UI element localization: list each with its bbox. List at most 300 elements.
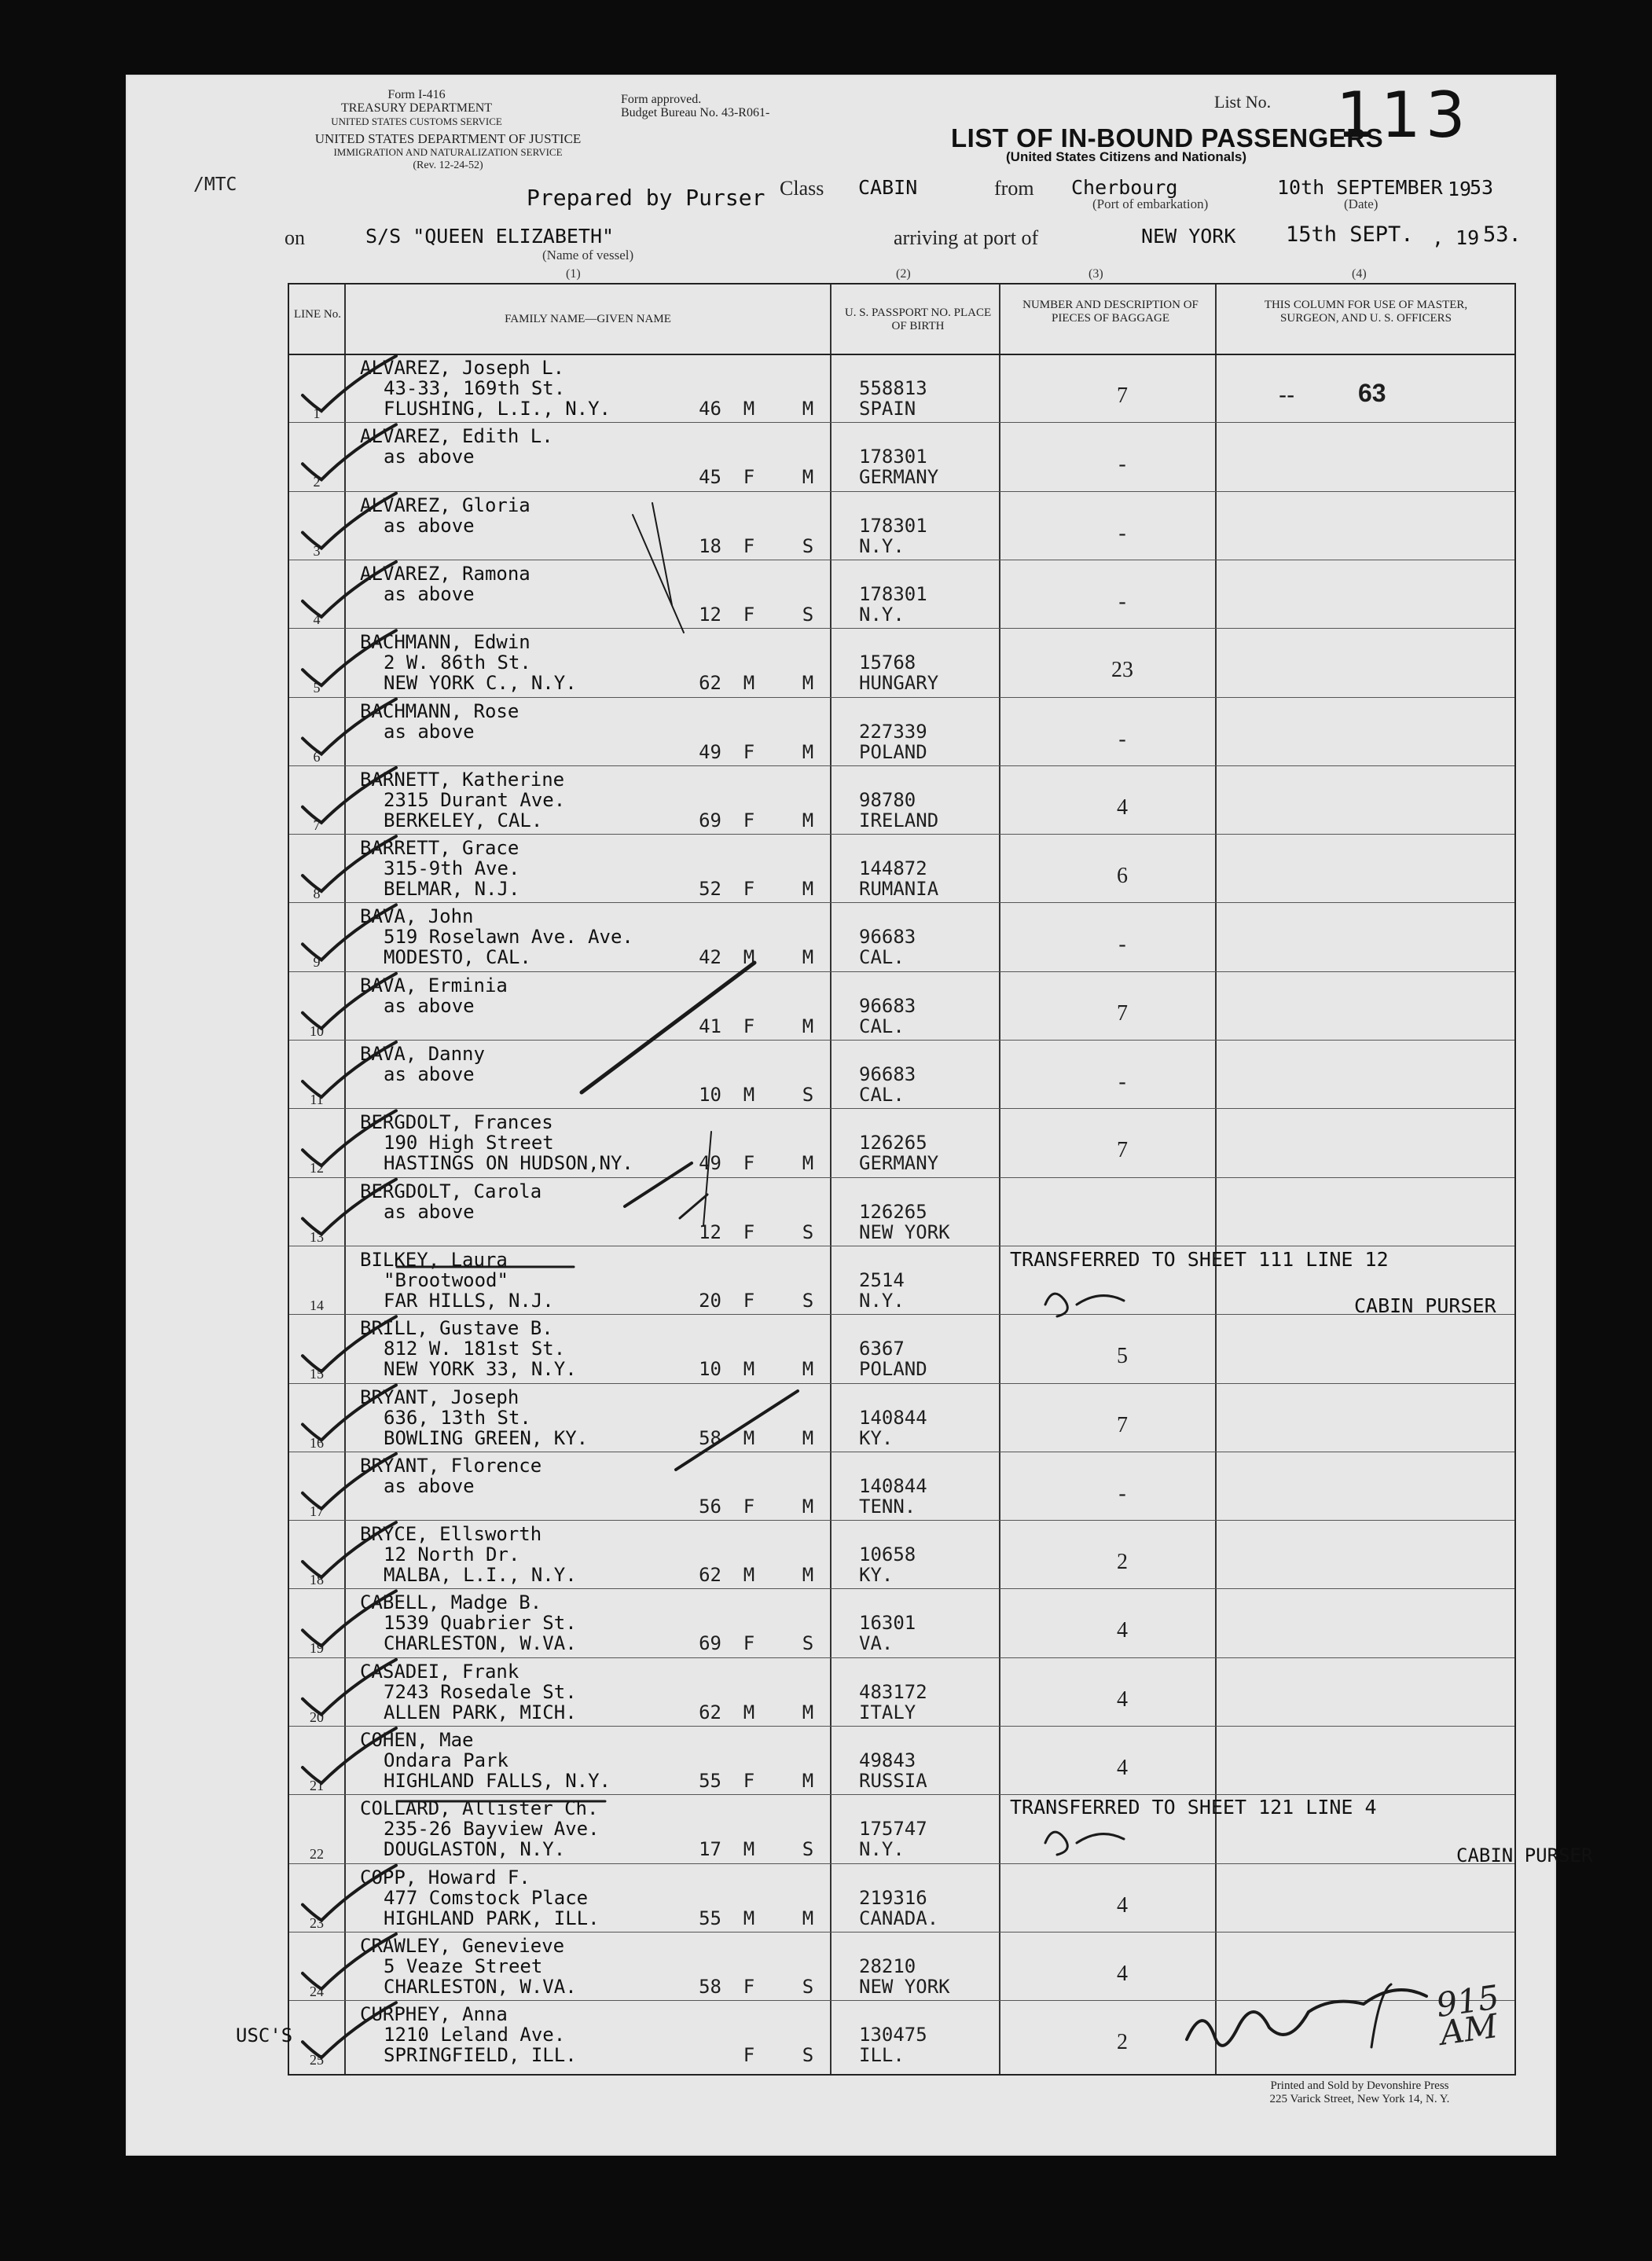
passenger-name: BAVA, Erminia bbox=[360, 974, 508, 997]
table-row bbox=[289, 628, 1514, 696]
sex: M bbox=[743, 1907, 755, 1929]
sex: F bbox=[743, 1220, 755, 1243]
transfer-note: TRANSFERRED TO SHEET 121 LINE 4 bbox=[1010, 1796, 1377, 1819]
passenger-name: BERGDOLT, Frances bbox=[360, 1111, 553, 1134]
transfer-note: TRANSFERRED TO SHEET 111 LINE 12 bbox=[1010, 1248, 1389, 1271]
table-row bbox=[289, 1177, 1514, 1246]
baggage-count: 4 bbox=[1117, 795, 1128, 820]
sex: M bbox=[743, 672, 755, 695]
marital-status: S bbox=[802, 603, 814, 626]
passport-number: 144872 bbox=[859, 857, 927, 880]
passenger-name: COHEN, Mae bbox=[360, 1729, 474, 1751]
place-of-birth: CANADA. bbox=[859, 1907, 939, 1929]
passport-number: 126265 bbox=[859, 1200, 927, 1223]
baggage-count: 7 bbox=[1117, 1138, 1128, 1163]
place-of-birth: POLAND bbox=[859, 1358, 927, 1381]
age: 17 bbox=[699, 1838, 721, 1861]
table-row bbox=[289, 422, 1514, 490]
place-of-birth: N.Y. bbox=[859, 603, 905, 626]
line-number: 12 bbox=[310, 1160, 324, 1176]
table-row bbox=[289, 902, 1514, 971]
age: 52 bbox=[699, 878, 721, 901]
marital-status: M bbox=[802, 672, 814, 695]
address-line-1: 477 Comstock Place bbox=[384, 1886, 589, 1909]
line-number: 2 bbox=[313, 474, 321, 490]
address-line-1: Ondara Park bbox=[384, 1749, 508, 1771]
place-of-birth: N.Y. bbox=[859, 1289, 905, 1312]
passport-number: 96683 bbox=[859, 994, 916, 1017]
passport-number: 178301 bbox=[859, 582, 927, 605]
place-of-birth: KY. bbox=[859, 1426, 894, 1449]
place-of-birth: VA. bbox=[859, 1632, 894, 1655]
address-line-2: ALLEN PARK, MICH. bbox=[384, 1701, 577, 1723]
departure-year-prefix: 19 bbox=[1448, 178, 1472, 200]
passport-number: 130475 bbox=[859, 2024, 927, 2046]
justice-block bbox=[283, 132, 613, 172]
passenger-name: BRYANT, Joseph bbox=[360, 1386, 519, 1408]
row-divider bbox=[289, 1863, 1514, 1864]
passport-number: 15768 bbox=[859, 652, 916, 674]
address-line-2: HIGHLAND PARK, ILL. bbox=[384, 1907, 600, 1929]
form-id: Form I-416 bbox=[387, 88, 446, 101]
address-line-2: DOUGLASTON, N.Y. bbox=[384, 1838, 566, 1861]
budget-bureau: Budget Bureau No. 43-R061- bbox=[621, 106, 770, 119]
marital-status: M bbox=[802, 1358, 814, 1381]
address-line-2: MALBA, L.I., N.Y. bbox=[384, 1564, 577, 1587]
officer-note: 63 bbox=[1358, 379, 1386, 407]
address-line-2: BOWLING GREEN, KY. bbox=[384, 1426, 589, 1449]
line-number: 4 bbox=[313, 611, 321, 627]
age: 58 bbox=[699, 1426, 721, 1449]
place-of-birth: GERMANY bbox=[859, 466, 939, 489]
passenger-name: COPP, Howard F. bbox=[360, 1866, 530, 1888]
address-line-2: BELMAR, N.J. bbox=[384, 878, 520, 901]
place-of-birth: SPAIN bbox=[859, 398, 916, 420]
passport-number: 6367 bbox=[859, 1338, 905, 1360]
address-line-1: 1539 Quabrier St. bbox=[384, 1612, 577, 1635]
passport-number: 140844 bbox=[859, 1406, 927, 1429]
place-of-birth: NEW YORK bbox=[859, 1975, 950, 1998]
justice-dept: UNITED STATES DEPARTMENT OF JUSTICE bbox=[314, 131, 582, 146]
passport-number: 10658 bbox=[859, 1543, 916, 1566]
row-divider bbox=[289, 628, 1514, 629]
age: 12 bbox=[699, 1220, 721, 1243]
line-number: 13 bbox=[310, 1228, 324, 1245]
sex: F bbox=[743, 1770, 755, 1792]
date-caption: (Date) bbox=[1344, 196, 1379, 211]
address-line-2: NEW YORK 33, N.Y. bbox=[384, 1358, 577, 1381]
line-number: 17 bbox=[310, 1503, 324, 1519]
passenger-name: ALVAREZ, Gloria bbox=[360, 494, 530, 516]
class-value: CABIN bbox=[858, 176, 918, 199]
age: 20 bbox=[699, 1289, 721, 1312]
marital-status: M bbox=[802, 1152, 814, 1175]
place-of-birth: RUMANIA bbox=[859, 878, 939, 901]
margin-code: /MTC bbox=[193, 174, 237, 195]
address-line-1: as above bbox=[384, 514, 475, 537]
passenger-name: CURPHEY, Anna bbox=[360, 2003, 508, 2026]
approval-line: Form approved. bbox=[621, 93, 702, 106]
passport-number: 96683 bbox=[859, 926, 916, 949]
arrival-year-prefix: , 19 bbox=[1432, 226, 1480, 249]
passenger-name: BRILL, Gustave B. bbox=[360, 1317, 553, 1340]
age: 41 bbox=[699, 1015, 721, 1037]
place-of-birth: KY. bbox=[859, 1564, 894, 1587]
marital-status: M bbox=[802, 1907, 814, 1929]
passport-number: 558813 bbox=[859, 377, 927, 399]
sex: M bbox=[743, 1838, 755, 1861]
passenger-name: CRAWLEY, Genevieve bbox=[360, 1934, 565, 1957]
table-row bbox=[289, 1452, 1514, 1520]
passenger-name: BAVA, John bbox=[360, 905, 474, 928]
column-number: (3) bbox=[1088, 267, 1103, 281]
baggage-count: - bbox=[1118, 589, 1126, 614]
revision: (Rev. 12-24-52) bbox=[413, 160, 483, 171]
baggage-count: 4 bbox=[1117, 1756, 1128, 1780]
address-line-1: 190 High Street bbox=[384, 1132, 554, 1154]
row-divider bbox=[289, 2000, 1514, 2001]
place-of-birth: GERMANY bbox=[859, 1152, 939, 1175]
line-number: 6 bbox=[313, 748, 321, 765]
sex: F bbox=[743, 1152, 755, 1175]
baggage-count: 7 bbox=[1117, 384, 1128, 408]
line-number: 19 bbox=[310, 1640, 324, 1657]
marital-status: M bbox=[802, 466, 814, 489]
baggage-count: - bbox=[1118, 520, 1126, 545]
age: 62 bbox=[699, 1564, 721, 1587]
baggage-count: 4 bbox=[1117, 1687, 1128, 1712]
port-embark-caption: (Port of embarkation) bbox=[1092, 196, 1209, 211]
marital-status: M bbox=[802, 740, 814, 763]
row-divider bbox=[289, 491, 1514, 492]
marital-status: M bbox=[802, 946, 814, 969]
age: 42 bbox=[699, 946, 721, 969]
sex: F bbox=[743, 2044, 755, 2067]
sex: M bbox=[743, 1701, 755, 1723]
column-number: (1) bbox=[566, 267, 581, 281]
line-number: 1 bbox=[313, 406, 321, 421]
baggage-count: - bbox=[1118, 932, 1126, 957]
age: 55 bbox=[699, 1770, 721, 1792]
table-row bbox=[289, 971, 1514, 1040]
place-of-birth: HUNGARY bbox=[859, 672, 939, 695]
address-line-1: 5 Veaze Street bbox=[384, 1955, 543, 1977]
table-row bbox=[289, 765, 1514, 834]
passport-number: 96683 bbox=[859, 1063, 916, 1085]
place-of-birth: ILL. bbox=[859, 2044, 905, 2067]
row-divider bbox=[289, 1520, 1514, 1521]
line-number: 24 bbox=[310, 1983, 324, 1999]
sex: F bbox=[743, 1015, 755, 1037]
list-no-label: List No. bbox=[1214, 92, 1272, 112]
address-line-1: as above bbox=[384, 1200, 475, 1223]
sex: F bbox=[743, 878, 755, 901]
table-row bbox=[289, 1863, 1514, 1932]
passenger-name: BRYANT, Florence bbox=[360, 1454, 542, 1477]
marital-status: M bbox=[802, 878, 814, 901]
vessel-caption: (Name of vessel) bbox=[542, 248, 634, 262]
passport-number: 28210 bbox=[859, 1955, 916, 1977]
row-divider bbox=[289, 765, 1514, 766]
column-number: (4) bbox=[1352, 267, 1367, 281]
age: 45 bbox=[699, 466, 721, 489]
line-number: 3 bbox=[313, 542, 321, 559]
table-row bbox=[289, 2000, 1514, 2068]
address-line-1: 636, 13th St. bbox=[384, 1406, 531, 1429]
address-line-1: as above bbox=[384, 1474, 475, 1497]
table-row bbox=[289, 1657, 1514, 1726]
margin-note-bottom: USC'S bbox=[236, 2024, 293, 2046]
sex: M bbox=[743, 1084, 755, 1106]
age: 18 bbox=[699, 534, 721, 557]
age: 12 bbox=[699, 603, 721, 626]
sex: F bbox=[743, 534, 755, 557]
passenger-name: ALVAREZ, Joseph L. bbox=[360, 357, 565, 379]
table-row bbox=[289, 1383, 1514, 1452]
departure-date: 10th SEPTEMBER bbox=[1277, 176, 1443, 199]
arrival-port: NEW YORK bbox=[1141, 225, 1236, 248]
baggage-count: 2 bbox=[1117, 2030, 1128, 2055]
passenger-name: CASADEI, Frank bbox=[360, 1660, 519, 1683]
sex: M bbox=[743, 398, 755, 420]
marital-status: S bbox=[802, 1632, 814, 1655]
header-baggage: NUMBER AND DESCRIPTION OF PIECES OF BAGGAGE bbox=[1022, 299, 1199, 325]
passenger-name: BACHMANN, Edwin bbox=[360, 631, 530, 654]
passport-number: 98780 bbox=[859, 788, 916, 811]
baggage-count: 2 bbox=[1117, 1550, 1128, 1575]
table-row bbox=[289, 560, 1514, 628]
address-line-2: FLUSHING, L.I., N.Y. bbox=[384, 398, 611, 420]
table-row bbox=[289, 1314, 1514, 1382]
place-of-birth: IRELAND bbox=[859, 809, 939, 831]
table-row bbox=[289, 1932, 1514, 2000]
line-number: 14 bbox=[310, 1297, 324, 1313]
address-line-1: "Brootwood" bbox=[384, 1268, 508, 1291]
line-number: 23 bbox=[310, 1914, 324, 1931]
line-number: 8 bbox=[313, 886, 321, 902]
marital-status: S bbox=[802, 534, 814, 557]
passenger-name: BARRETT, Grace bbox=[360, 837, 519, 860]
table-row bbox=[289, 834, 1514, 902]
printer-line: Printed and Sold by Devonshire Press bbox=[1270, 2079, 1449, 2092]
line-number: 21 bbox=[310, 1778, 324, 1793]
place-of-birth: N.Y. bbox=[859, 1838, 905, 1861]
age: 56 bbox=[699, 1495, 721, 1518]
table-row bbox=[289, 1040, 1514, 1108]
treasury-dept: TREASURY DEPARTMENT bbox=[340, 101, 493, 115]
table-row bbox=[289, 1108, 1514, 1176]
line-number: 5 bbox=[313, 680, 321, 696]
line-number: 11 bbox=[310, 1092, 324, 1107]
sex: M bbox=[743, 1358, 755, 1381]
address-line-2: FAR HILLS, N.J. bbox=[384, 1289, 554, 1312]
row-divider bbox=[289, 971, 1514, 972]
row-divider bbox=[289, 1177, 1514, 1178]
approval-block bbox=[621, 93, 809, 119]
arrival-year: 53. bbox=[1483, 222, 1522, 247]
age: 46 bbox=[699, 398, 721, 420]
age: 10 bbox=[699, 1358, 721, 1381]
handwritten-time: 915 AM bbox=[1434, 1977, 1502, 2053]
transfer-purser: CABIN PURSER bbox=[1354, 1294, 1496, 1317]
passport-number: 49843 bbox=[859, 1749, 916, 1771]
address-line-2: HASTINGS ON HUDSON,NY. bbox=[384, 1152, 633, 1175]
passenger-name: BRYCE, Ellsworth bbox=[360, 1523, 542, 1546]
marital-status: M bbox=[802, 1495, 814, 1518]
address-line-1: 235-26 Bayview Ave. bbox=[384, 1818, 600, 1841]
baggage-count: - bbox=[1118, 1070, 1126, 1094]
row-divider bbox=[289, 422, 1514, 423]
marital-status: S bbox=[802, 1084, 814, 1106]
passport-number: 227339 bbox=[859, 720, 927, 743]
passenger-name: BARNETT, Katherine bbox=[360, 768, 565, 791]
row-divider bbox=[289, 1108, 1514, 1109]
address-line-1: 2 W. 86th St. bbox=[384, 652, 531, 674]
place-of-birth: POLAND bbox=[859, 740, 927, 763]
customs-service: UNITED STATES CUSTOMS SERVICE bbox=[331, 116, 502, 127]
line-number: 16 bbox=[310, 1434, 324, 1451]
passenger-name: ALVAREZ, Edith L. bbox=[360, 425, 553, 448]
line-number: 15 bbox=[310, 1366, 324, 1382]
address-line-1: 812 W. 181st St. bbox=[384, 1338, 566, 1360]
age: 10 bbox=[699, 1084, 721, 1106]
sex: F bbox=[743, 1975, 755, 1998]
marital-status: M bbox=[802, 1770, 814, 1792]
baggage-count: 4 bbox=[1117, 1961, 1128, 1986]
passport-number: 178301 bbox=[859, 514, 927, 537]
age: 62 bbox=[699, 672, 721, 695]
sex: M bbox=[743, 1564, 755, 1587]
arriving-label: arriving at port of bbox=[894, 226, 1039, 249]
passport-number: 178301 bbox=[859, 446, 927, 468]
age: 69 bbox=[699, 809, 721, 831]
row-divider bbox=[289, 1588, 1514, 1589]
address-line-1: as above bbox=[384, 1063, 475, 1085]
place-of-birth: CAL. bbox=[859, 946, 905, 969]
address-line-1: as above bbox=[384, 582, 475, 605]
address-line-1: 43-33, 169th St. bbox=[384, 377, 566, 399]
place-of-birth: RUSSIA bbox=[859, 1770, 927, 1792]
age: 49 bbox=[699, 1152, 721, 1175]
sex: F bbox=[743, 1495, 755, 1518]
address-line-1: 519 Roselawn Ave. Ave. bbox=[384, 926, 633, 949]
passport-number: 2514 bbox=[859, 1268, 905, 1291]
age: 62 bbox=[699, 1701, 721, 1723]
form-header-left bbox=[307, 88, 527, 128]
page-subtitle: (United States Citizens and Nationals) bbox=[1006, 149, 1247, 164]
row-divider bbox=[289, 902, 1514, 903]
address-line-1: 2315 Durant Ave. bbox=[384, 788, 566, 811]
passport-number: 16301 bbox=[859, 1612, 916, 1635]
age: 69 bbox=[699, 1632, 721, 1655]
marital-status: M bbox=[802, 1701, 814, 1723]
address-line-1: 7243 Rosedale St. bbox=[384, 1680, 577, 1703]
passport-number: 483172 bbox=[859, 1680, 927, 1703]
sex: F bbox=[743, 466, 755, 489]
printer-imprint bbox=[1179, 2079, 1540, 2106]
sex: M bbox=[743, 946, 755, 969]
printer-address: 225 Varick Street, New York 14, N. Y. bbox=[1269, 2093, 1450, 2105]
address-line-1: as above bbox=[384, 994, 475, 1017]
row-divider bbox=[289, 1040, 1514, 1041]
passport-number: 140844 bbox=[859, 1474, 927, 1497]
from-label: from bbox=[994, 177, 1034, 200]
table-row bbox=[289, 1588, 1514, 1657]
row-divider bbox=[289, 1314, 1514, 1315]
header-line-no: LINE No. bbox=[294, 308, 341, 321]
list-number: 113 bbox=[1336, 79, 1470, 152]
line-number: 9 bbox=[313, 954, 321, 971]
address-line-1: 1210 Leland Ave. bbox=[384, 2024, 566, 2046]
header-officers: THIS COLUMN FOR USE OF MASTER, SURGEON, AND U. S. OFFICERS bbox=[1264, 299, 1468, 325]
address-line-2: CHARLESTON, W.VA. bbox=[384, 1632, 577, 1655]
line-number: 10 bbox=[310, 1022, 324, 1039]
arrival-date: 15th SEPT. bbox=[1286, 222, 1414, 247]
ins-service: IMMIGRATION AND NATURALIZATION SERVICE bbox=[333, 146, 563, 158]
place-of-birth: CAL. bbox=[859, 1015, 905, 1037]
address-line-1: as above bbox=[384, 446, 475, 468]
line-number: 22 bbox=[310, 1846, 324, 1863]
passenger-name: CABELL, Madge B. bbox=[360, 1591, 542, 1614]
address-line-2: CHARLESTON, W.VA. bbox=[384, 1975, 577, 1998]
header-passport: U. S. PASSPORT NO. PLACE OF BIRTH bbox=[844, 306, 992, 332]
vessel-name: S/S "QUEEN ELIZABETH" bbox=[365, 225, 615, 248]
marital-status: S bbox=[802, 1220, 814, 1243]
column-number: (2) bbox=[896, 267, 911, 281]
sex: F bbox=[743, 1289, 755, 1312]
baggage-count: 7 bbox=[1117, 1412, 1128, 1437]
age: 49 bbox=[699, 740, 721, 763]
row-divider bbox=[289, 1383, 1514, 1384]
passport-number: 175747 bbox=[859, 1818, 927, 1841]
address-line-2: NEW YORK C., N.Y. bbox=[384, 672, 577, 695]
table-row bbox=[289, 354, 1514, 422]
passenger-name: BAVA, Danny bbox=[360, 1043, 485, 1065]
age: 55 bbox=[699, 1907, 721, 1929]
baggage-count: 7 bbox=[1117, 1000, 1128, 1026]
row-divider bbox=[289, 1726, 1514, 1727]
marital-status: S bbox=[802, 1838, 814, 1861]
passport-number: 126265 bbox=[859, 1132, 927, 1154]
baggage-count: 5 bbox=[1117, 1344, 1128, 1369]
port-of-embarkation: Cherbourg bbox=[1071, 176, 1178, 199]
row-divider bbox=[289, 834, 1514, 835]
place-of-birth: TENN. bbox=[859, 1495, 916, 1518]
marital-status: M bbox=[802, 1564, 814, 1587]
place-of-birth: ITALY bbox=[859, 1701, 916, 1723]
sex: M bbox=[743, 1426, 755, 1449]
marital-status: M bbox=[802, 809, 814, 831]
line-number: 7 bbox=[313, 817, 321, 833]
transfer-purser: CABIN PURSER bbox=[1456, 1844, 1593, 1866]
table-row bbox=[289, 697, 1514, 765]
place-of-birth: NEW YORK bbox=[859, 1220, 950, 1243]
address-line-2: MODESTO, CAL. bbox=[384, 946, 531, 969]
sex: F bbox=[743, 740, 755, 763]
passenger-name: COLLARD, Allister Ch. bbox=[360, 1797, 599, 1820]
place-of-birth: N.Y. bbox=[859, 534, 905, 557]
baggage-count: 4 bbox=[1117, 1618, 1128, 1643]
marital-status: M bbox=[802, 1015, 814, 1037]
line-number: 20 bbox=[310, 1709, 324, 1725]
row-divider bbox=[289, 1657, 1514, 1658]
on-label: on bbox=[285, 226, 305, 249]
baggage-count: - bbox=[1118, 726, 1126, 751]
page-title: LIST OF IN-BOUND PASSENGERS bbox=[951, 123, 1384, 152]
sex: F bbox=[743, 1632, 755, 1655]
marital-status: S bbox=[802, 1975, 814, 1998]
sex: F bbox=[743, 809, 755, 831]
